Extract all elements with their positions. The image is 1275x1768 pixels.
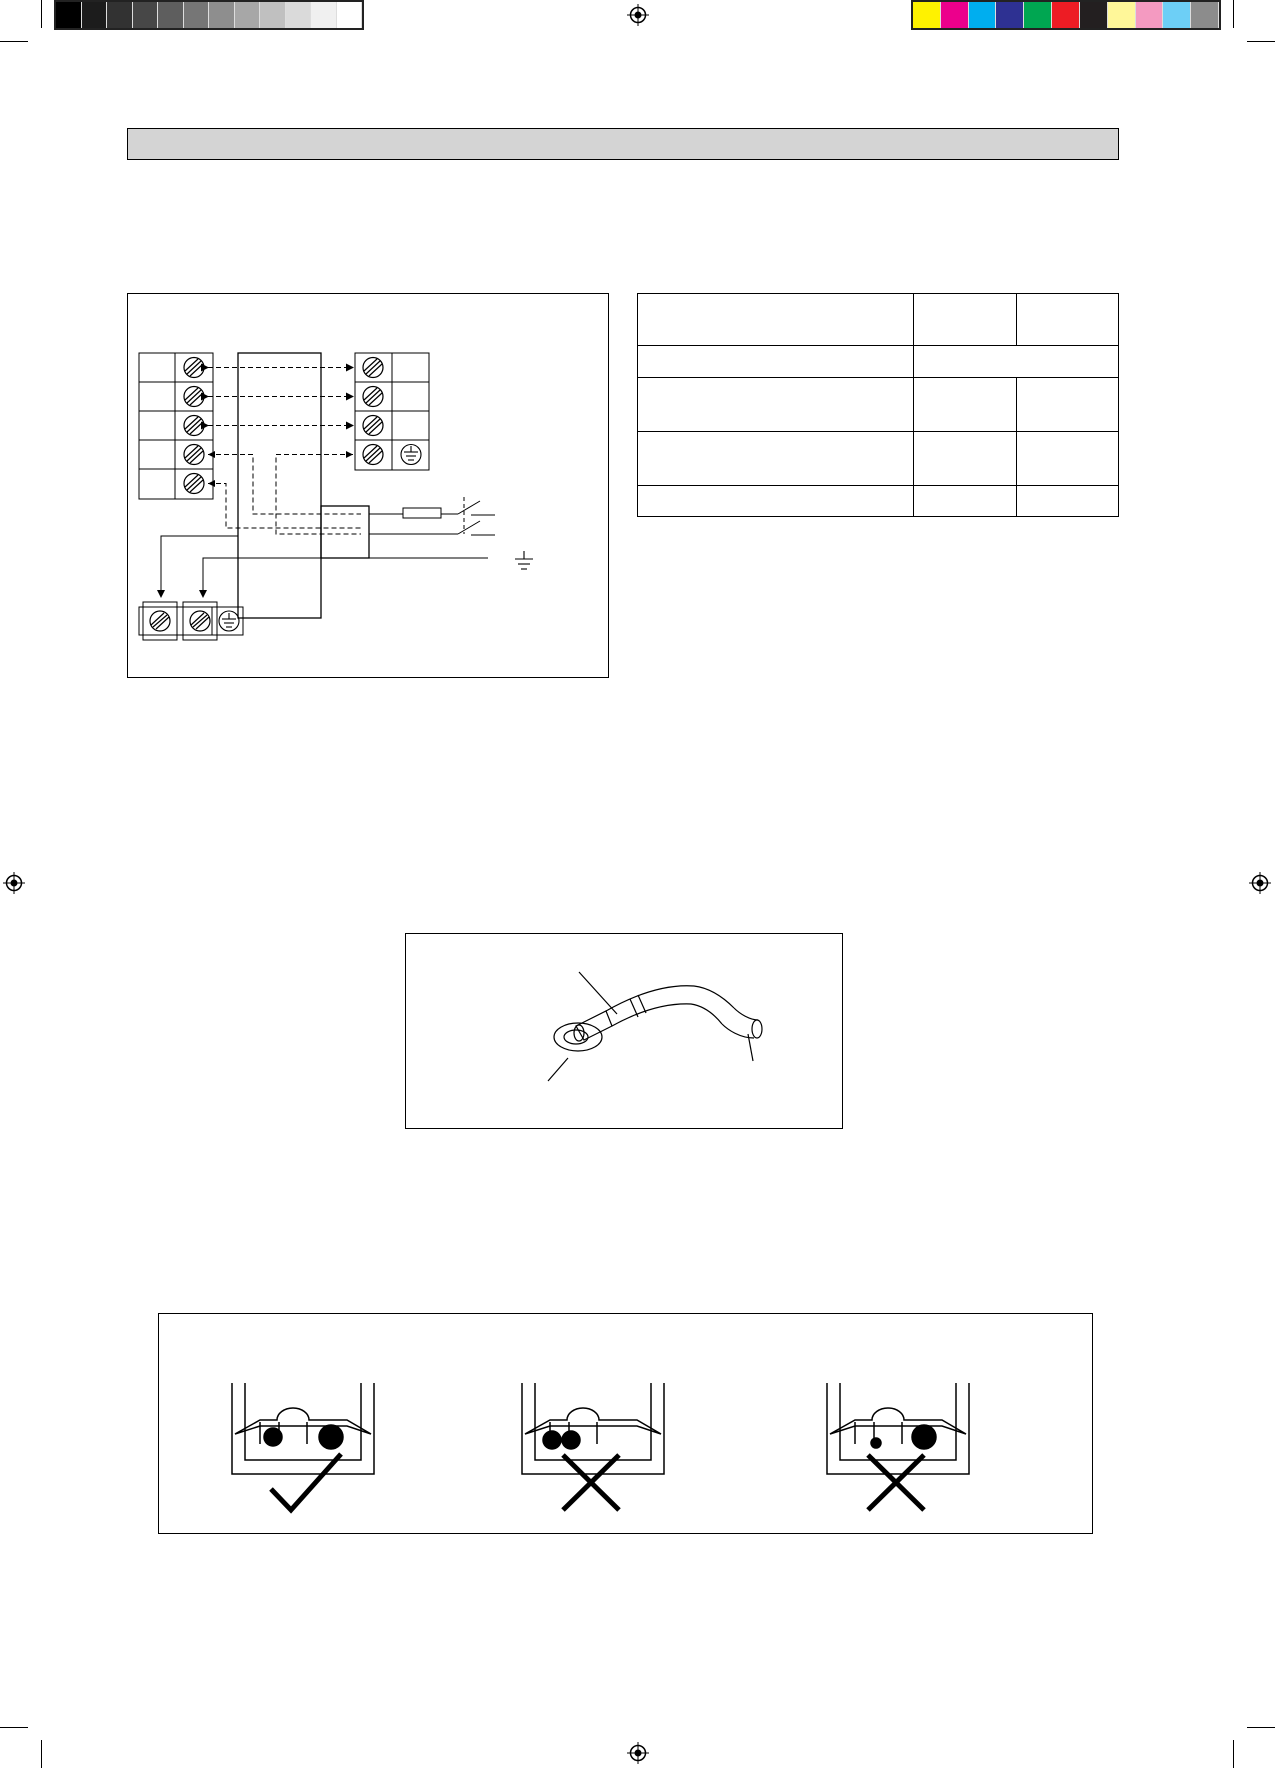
cable-duct [238,353,321,618]
table-cell [638,432,914,486]
check-mark-icon [271,1454,341,1510]
gray-swatch [56,2,82,28]
cable-spec-table [637,293,1119,517]
table-row [638,378,1119,432]
screw-terminal-icon [150,611,210,631]
crop-mark [1247,1727,1275,1728]
color-swatch [1052,2,1080,28]
registration-mark-icon [3,872,25,894]
earth-ground-icon [401,445,421,465]
earth-ground-icon [219,611,239,631]
color-swatch [913,2,941,28]
color-swatch [969,2,997,28]
crop-mark [1233,1740,1234,1768]
crop-mark [1233,0,1234,28]
wiring-diagram [128,294,608,677]
wiring-diagram-figure [127,293,609,678]
gray-swatch [133,2,159,28]
color-swatch [1163,2,1191,28]
color-swatch [1191,2,1219,28]
ring-terminal-illustration [406,934,842,1128]
registration-mark-icon [627,1742,649,1764]
gray-swatch [311,2,337,28]
table-cell [638,486,914,517]
section-heading-bar [127,128,1119,160]
incorrect-connection-example [522,1383,664,1474]
earth-ground-icon [515,551,533,569]
table-row [638,346,1119,378]
color-swatch [1108,2,1136,28]
color-swatch [1024,2,1052,28]
table-cell [914,432,1017,486]
correct-connection-example [232,1383,374,1474]
gray-swatch [158,2,184,28]
table-cell [914,378,1017,432]
cross-mark-icon [563,1455,619,1510]
table-row [638,486,1119,517]
table-row [638,294,1119,346]
color-swatch [1136,2,1164,28]
table-row [638,432,1119,486]
table-cell [914,294,1017,346]
color-swatch [996,2,1024,28]
gray-swatch [184,2,210,28]
table-cell [638,346,914,378]
gray-swatch [235,2,261,28]
table-cell [1017,432,1119,486]
table-cell [638,378,914,432]
incorrect-connection-example [827,1383,969,1474]
outdoor-connection-wires [161,536,238,597]
process-color-bar [911,0,1221,30]
crop-mark [0,1727,28,1728]
color-swatch [1080,2,1108,28]
grayscale-color-bar [54,0,364,30]
crop-mark [0,41,28,42]
ring-terminal-figure [405,933,843,1129]
gray-swatch [260,2,286,28]
table-cell [914,346,1119,378]
registration-mark-icon [1249,872,1271,894]
table-cell [1017,378,1119,432]
screw-terminal-icon [184,358,204,494]
crop-mark [41,1740,42,1768]
registration-mark-icon [627,4,649,26]
crop-mark [1247,41,1275,42]
gray-swatch [286,2,312,28]
table-cell [1017,294,1119,346]
gray-swatch [107,2,133,28]
crop-mark [41,0,42,28]
table-cell [638,294,914,346]
cross-mark-icon [868,1455,924,1510]
connection-examples-figure [158,1313,1093,1534]
color-swatch [941,2,969,28]
table-cell [914,486,1017,517]
interconnect-wires [208,368,361,535]
connection-examples [159,1314,1092,1533]
gray-swatch [209,2,235,28]
table-cell [1017,486,1119,517]
gray-swatch [337,2,363,28]
gray-swatch [82,2,108,28]
